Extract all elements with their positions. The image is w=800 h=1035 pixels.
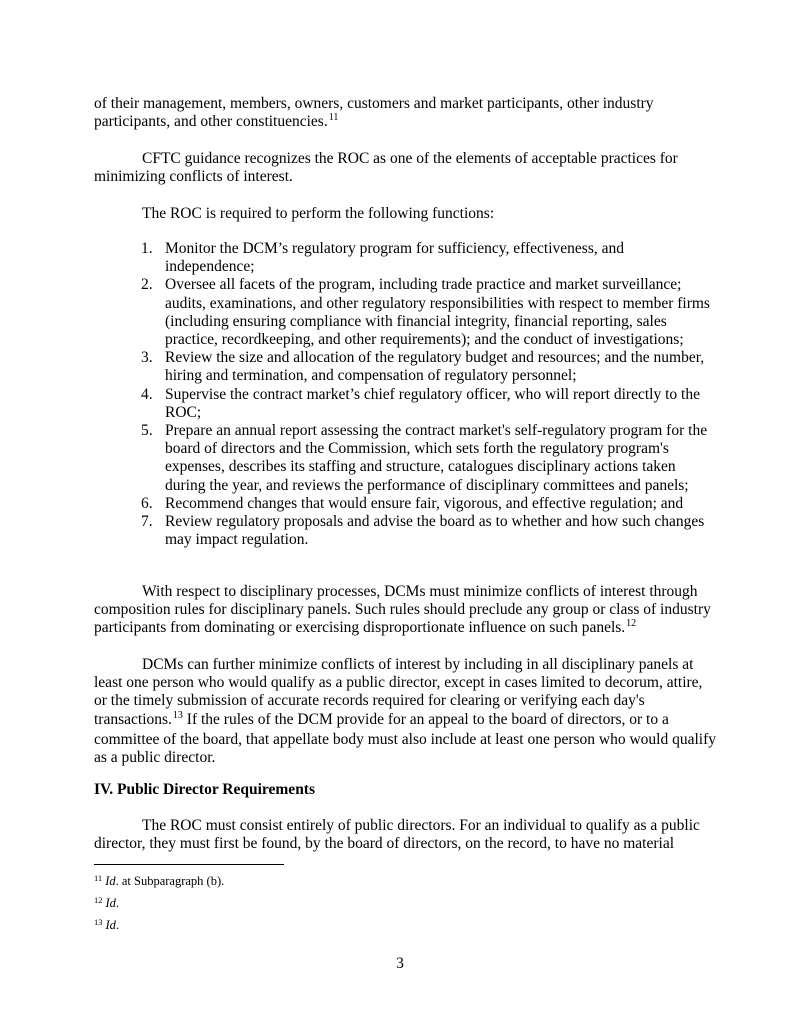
footnote-text: . [115, 896, 120, 910]
paragraph-disciplinary-panels [94, 656, 718, 767]
page-number: 3 [396, 955, 404, 972]
paragraph-cftc-guidance: CFTC guidance recognizes the ROC as one of the elements of acceptable practices for minimizing conflicts of interest. [94, 150, 678, 186]
list-number: 2. [141, 276, 153, 294]
list-item-text: Review regulatory proposals and advise the board as to whether and how such changes may impact regulation. [165, 513, 705, 549]
list-item-text: Supervise the contract market’s chief regulatory officer, who will report directly to the ROC; [165, 385, 700, 421]
paragraph-constituencies [94, 95, 718, 133]
footnote-text: . at Subparagraph (b). [115, 874, 225, 888]
paragraph-roc-functions-intro: The ROC is required to perform the following functions: [142, 205, 495, 222]
list-item-text: Prepare an annual report assessing the contract market's self-regulatory program for the board of directors and the Commission, which sets forth the regulatory program's expenses, describes its staffing and structure, catalogues disciplinary actions taken during the year, and reviews the performance of disciplinary committees and panels; [165, 422, 708, 494]
list-number: 6. [141, 494, 153, 512]
paragraph-text: With respect to disciplinary processes, DCMs must minimize conflicts of interest through composition rules for disciplinary panels. Such rules should preclude any group or class of industry participants from dominating or exercising disproportionate influence on such panels. [94, 583, 711, 637]
footnote-ref-12: 12 [626, 618, 637, 630]
list-item [141, 495, 711, 513]
footnote-citation: Id [105, 874, 116, 888]
list-item-text: Review the size and allocation of the regulatory budget and resources; and the number, hiring and termination, and compensation of regulatory personnel; [165, 349, 705, 385]
paragraph-text: DCMs can further minimize conflicts of interest by including in all disciplinary panels at least one person who would qualify as a public director, except in cases limited to decorum, attire, or the timely submission of accurate records required for clearing or verifying each day's transactions. [94, 656, 703, 728]
list-item [141, 386, 711, 422]
paragraph-public-directors: The ROC must consist entirely of public directors. For an individual to qualify as a public director, they must first be found, by the board of directors, on the record, to have no material [94, 817, 700, 853]
list-item [141, 349, 711, 385]
footnote-ref-13: 13 [172, 709, 183, 721]
list-number: 1. [141, 240, 153, 257]
list-item-text: Recommend changes that would ensure fair, vigorous, and effective regulation; and [165, 494, 684, 512]
footnote-text: . [115, 918, 120, 932]
footnote-citation: Id [105, 918, 116, 932]
footnote-12 [94, 896, 119, 911]
footnote-divider [94, 864, 284, 865]
list-item [141, 513, 711, 549]
list-item-text: Oversee all facets of the program, including trade practice and market surveillance; audits, examinations, and other regulatory responsibilities with respect to member firms (including ensuring compliance with financial integrity, financial reporting, sales practice, recordkeeping, and other requirements); and the conduct of investigations; [165, 276, 710, 349]
list-number: 7. [141, 513, 153, 531]
footnote-citation: Id [105, 896, 116, 910]
footnote-ref-11: 11 [328, 112, 339, 124]
footnote-number: 13 [94, 917, 103, 927]
footnote-13 [94, 918, 119, 933]
list-number: 4. [141, 385, 153, 403]
list-number: 5. [141, 422, 153, 440]
roc-functions-list [141, 240, 711, 549]
footnote-11 [94, 874, 224, 889]
list-item [141, 276, 711, 349]
list-item [141, 240, 711, 276]
footnote-number: 12 [94, 895, 103, 905]
paragraph-text: of their management, members, owners, customers and market participants, other industry participants, and other constituencies. [94, 95, 654, 131]
list-item [141, 422, 711, 495]
paragraph-text: If the rules of the DCM provide for an appeal to the board of directors, or to a committee of the board, that appellate body must also include at least one person who would qualify as a public director. [94, 710, 716, 767]
footnote-number: 11 [94, 873, 103, 883]
list-number: 3. [141, 349, 153, 367]
list-item-text: Monitor the DCM’s regulatory program for sufficiency, effectiveness, and independence; [165, 240, 624, 276]
section-heading: IV. Public Director Requirements [94, 781, 316, 798]
paragraph-disciplinary-processes [94, 583, 718, 640]
